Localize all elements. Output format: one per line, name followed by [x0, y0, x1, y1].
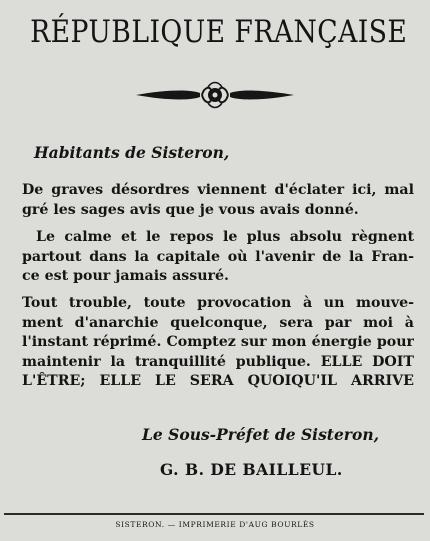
paragraph-2 — [22, 228, 414, 287]
text-line: De graves désordres viennent d'éclater ici, mal — [22, 182, 414, 198]
signature-title: Le Sous-Préfet de Sisteron, — [142, 425, 379, 444]
text-line: Le calme et le repos le plus absolu règnent — [36, 229, 414, 245]
text-line: L'ÊTRE; ELLE LE SERA QUOIQU'IL ARRIVE — [22, 373, 414, 389]
text-line: maintenir la tranquillité publique. ELLE DOIT — [22, 353, 414, 370]
ornament-divider — [134, 80, 296, 110]
text-line: partout dans la capitale où l'avenir de la Fran- — [22, 248, 414, 265]
divider-rule — [4, 513, 424, 515]
paragraph-1 — [22, 181, 414, 220]
signature-name: G. B. DE BAILLEUL. — [160, 460, 343, 479]
text-line: gré les sages avis que je vous avais donné. — [22, 201, 359, 218]
poster-title: RÉPUBLIQUE FRANÇAISE — [30, 14, 408, 50]
printer-imprint: SISTERON. — IMPRIMERIE D'AUG BOURLÈS — [115, 520, 315, 529]
greeting: Habitants de Sisteron, — [34, 143, 230, 162]
text-line: ce est pour jamais assuré. — [22, 268, 229, 284]
text-line: l'instant réprimé. Comptez sur mon énergie pour — [22, 334, 414, 350]
paragraph-3 — [22, 294, 414, 392]
text-line: Tout trouble, toute provocation à un mouve- — [22, 295, 414, 311]
text-line: ment d'anarchie quelconque, sera par moi à — [22, 314, 414, 331]
